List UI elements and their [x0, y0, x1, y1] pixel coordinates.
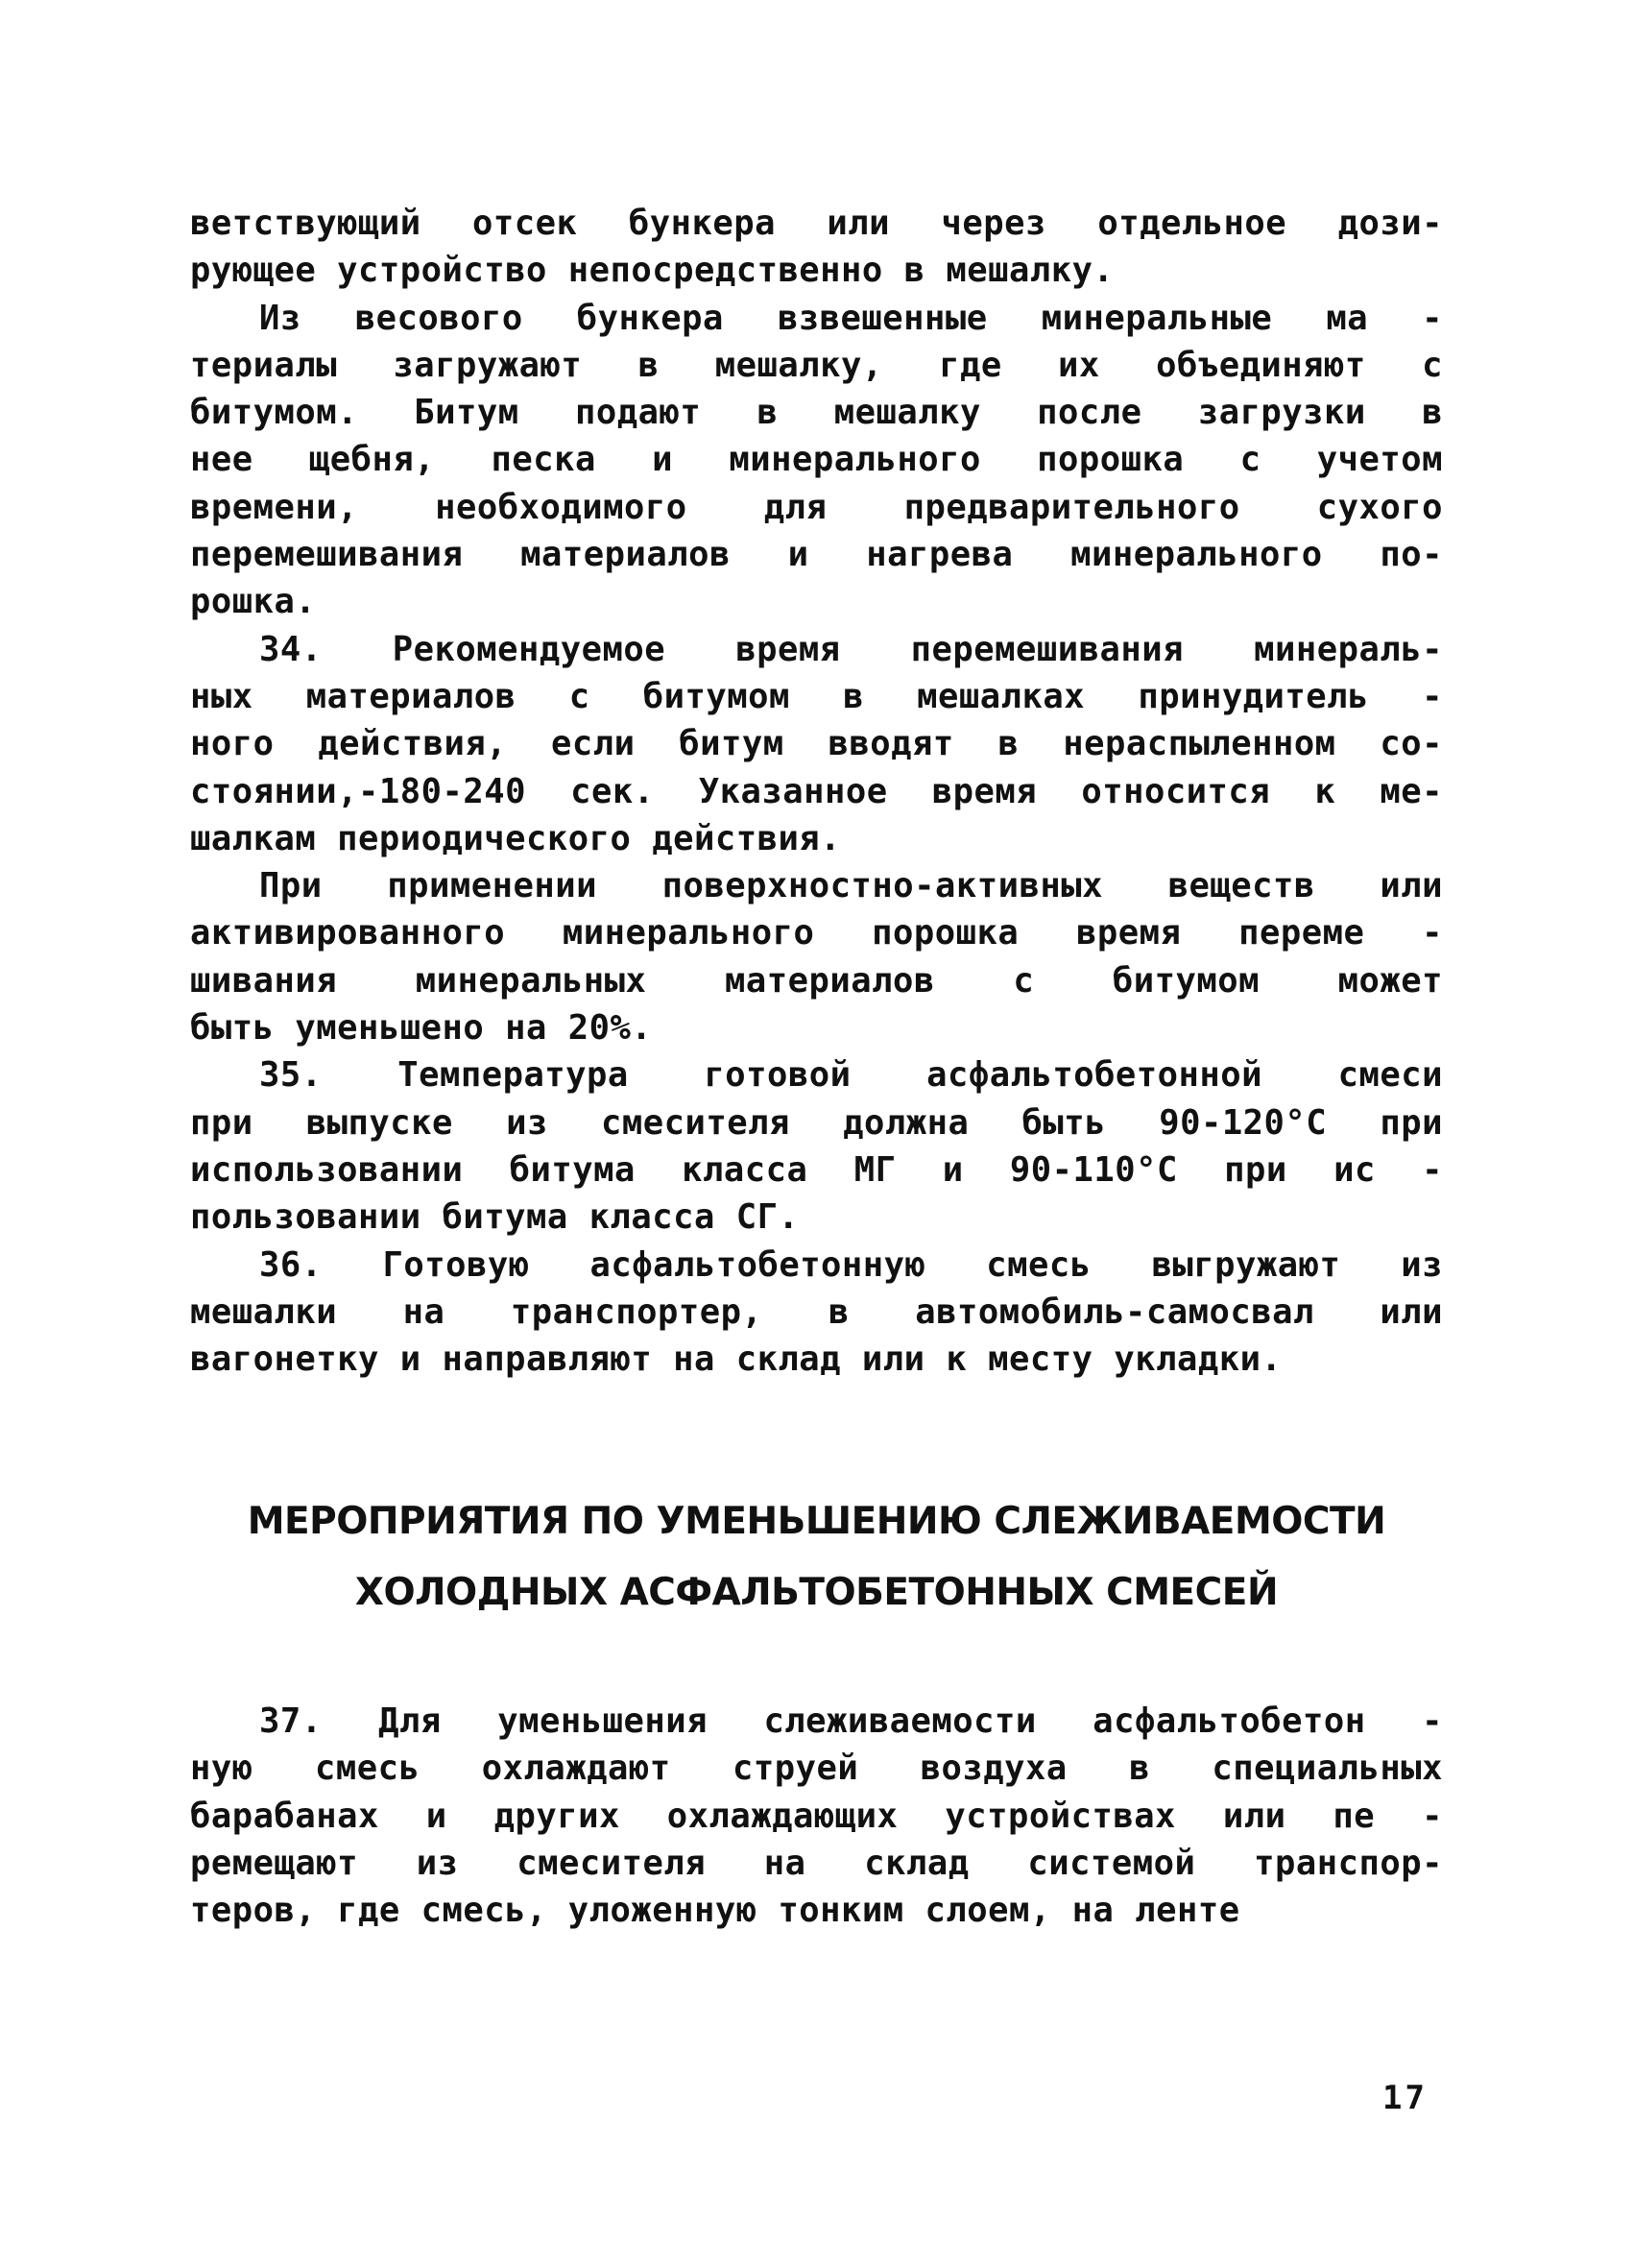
text-line: 34. Рекомендуемое время перемешивания минераль- [259, 629, 1443, 669]
paragraph [190, 862, 1443, 1051]
page-number: 17 [1382, 2079, 1428, 2117]
text-line: битумом. Битум подают в мешалку после загрузки в [190, 393, 1443, 433]
text-line: барабанах и других охлаждающих устройствах или пе - [190, 1796, 1443, 1836]
body-text-bottom [190, 1698, 1443, 1934]
text-line: вагонетку и направляют на склад или к месту укладки. [190, 1339, 1283, 1380]
text-line: 36. Готовую асфальтобетонную смесь выгружают из [259, 1244, 1443, 1285]
text-line: При применении поверхностно-активных веществ или [259, 866, 1443, 906]
text-line: мешалки на транспортер, в автомобиль-самосвал или [190, 1291, 1443, 1332]
paragraph [190, 200, 1443, 295]
text-line: Из весового бункера взвешенные минеральные ма - [259, 298, 1443, 338]
text-line: шалкам периодического действия. [190, 818, 842, 858]
section-heading [190, 1486, 1443, 1629]
text-line: при выпуске из смесителя должна быть 90-120°С при [190, 1102, 1443, 1143]
text-line: ремещают из смесителя на склад системой транспор- [190, 1843, 1443, 1883]
text-line: быть уменьшено на 20%. [190, 1008, 653, 1049]
text-line: пользовании битума класса СГ. [190, 1197, 800, 1238]
text-line: активированного минерального порошка время переме - [190, 913, 1443, 953]
section-heading-line-1: МЕРОПРИЯТИЯ ПО УМЕНЬШЕНИЮ СЛЕЖИВАЕМОСТИ [247, 1500, 1386, 1543]
paragraph [190, 1698, 1443, 1934]
text-line: рошка. [190, 582, 317, 622]
body-text-top [190, 200, 1443, 1383]
text-line: ных материалов с битумом в мешалках принудитель - [190, 676, 1443, 716]
paragraph [190, 295, 1443, 626]
text-line: нее щебня, песка и минерального порошка с учетом [190, 440, 1443, 480]
paragraph [190, 1051, 1443, 1241]
text-line: стоянии,-180-240 сек. Указанное время относится к ме- [190, 771, 1443, 811]
text-line: использовании битума класса МГ и 90-110°С при ис - [190, 1149, 1443, 1190]
text-line: перемешивания материалов и нагрева минерального по- [190, 535, 1443, 575]
text-line: времени, необходимого для предварительного сухого [190, 487, 1443, 527]
section-heading-line-2: ХОЛОДНЫХ АСФАЛЬТОБЕТОННЫХ СМЕСЕЙ [354, 1571, 1279, 1614]
paragraph [190, 1242, 1443, 1384]
paragraph [190, 626, 1443, 862]
text-line: 35. Температура готовой асфальтобетонной смеси [259, 1055, 1443, 1096]
text-line: рующее устройство непосредственно в мешалку. [190, 251, 1115, 291]
text-line: 37. Для уменьшения слеживаемости асфальтобетон - [259, 1701, 1443, 1741]
text-line: ветствующий отсек бункера или через отдельное дози- [190, 204, 1443, 243]
text-line: ного действия, если битум вводят в нераспыленном со- [190, 724, 1443, 764]
text-line: шивания минеральных материалов с битумом может [190, 960, 1443, 1001]
text-line: териалы загружают в мешалку, где их объединяют с [190, 345, 1443, 385]
text-line: теров, где смесь, уложенную тонким слоем, на ленте [190, 1891, 1240, 1931]
text-line: ную смесь охлаждают струей воздуха в специальных [190, 1749, 1443, 1789]
